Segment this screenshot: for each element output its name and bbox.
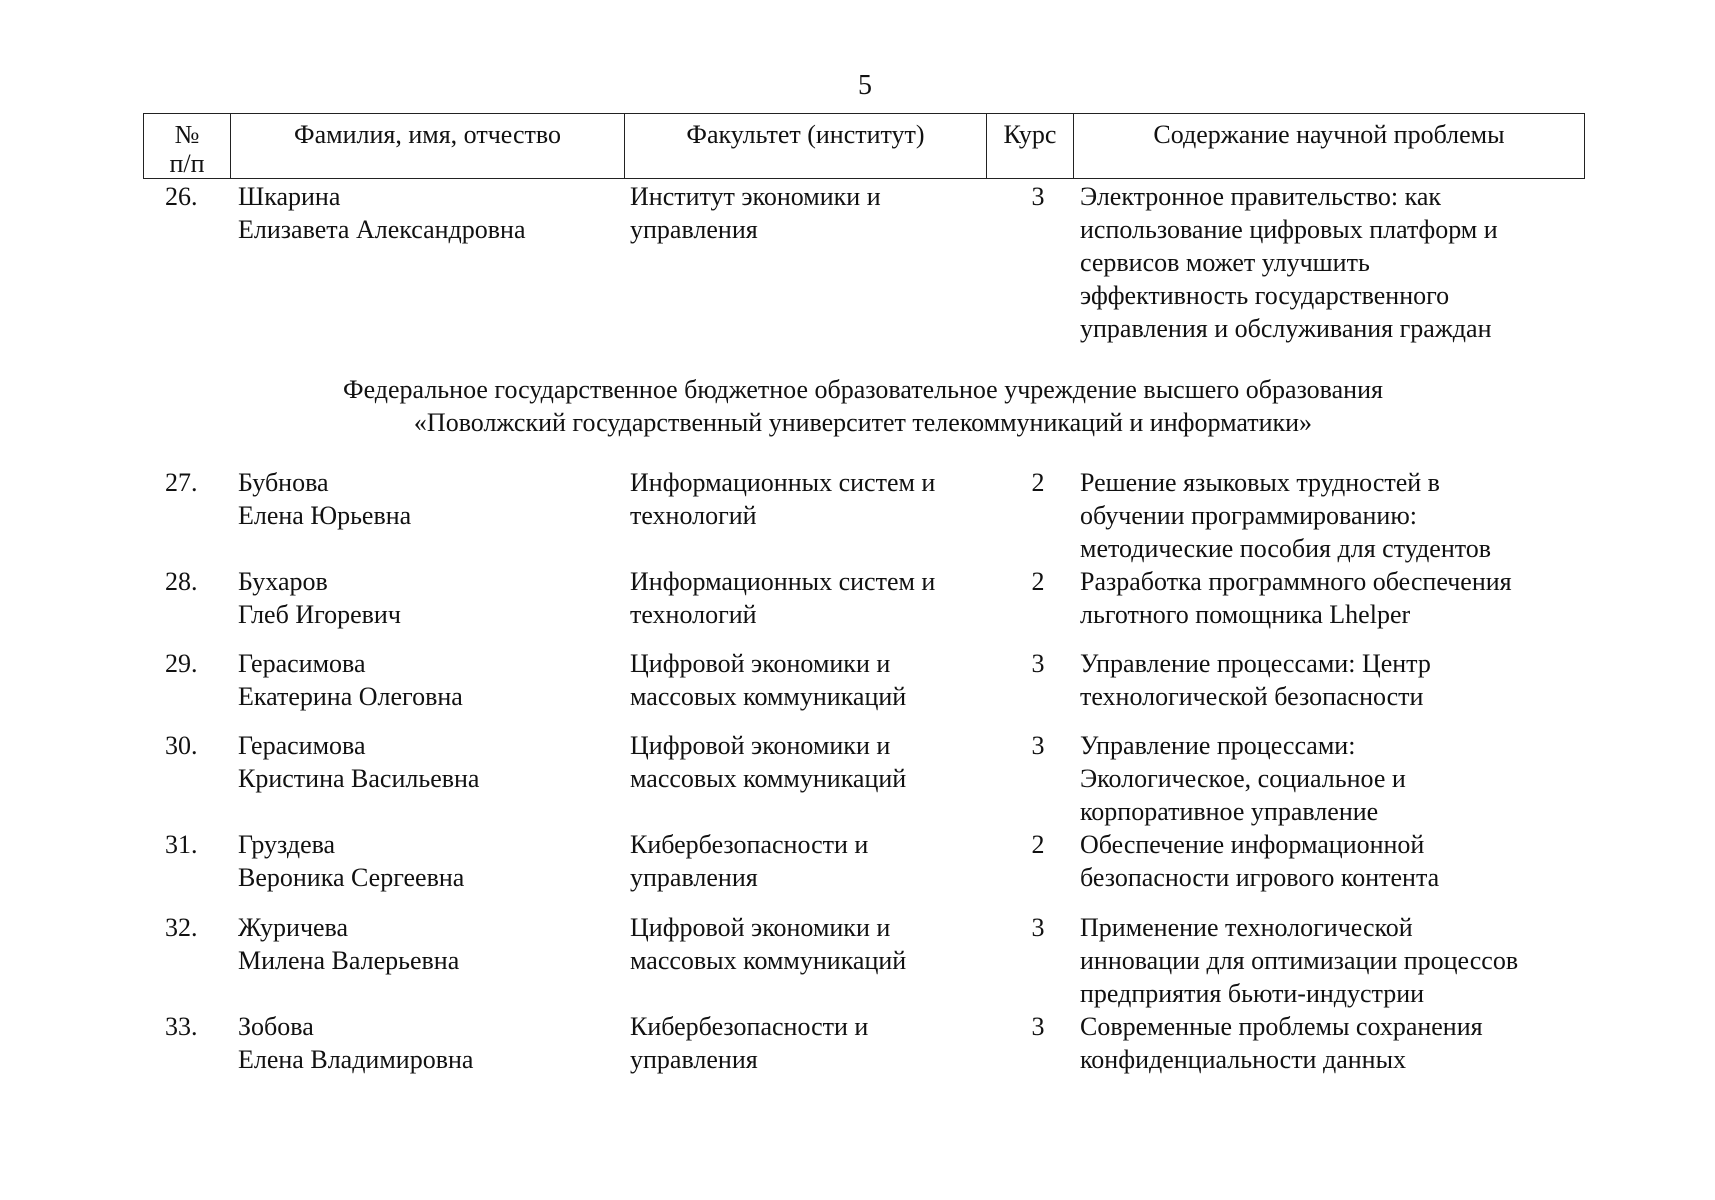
- row-surname: Герасимова: [238, 731, 366, 760]
- row-topic: [1080, 828, 1580, 894]
- row-faculty-line: управления: [630, 215, 758, 244]
- row-topic-line: Электронное правительство: как: [1080, 182, 1442, 211]
- row-topic-line: управления и обслуживания граждан: [1080, 314, 1492, 343]
- row-surname: Бухаров: [238, 567, 328, 596]
- row-number: 30.: [165, 731, 198, 760]
- row-given-names: Глеб Игоревич: [238, 600, 401, 629]
- row-topic-line: Экологическое, социальное и: [1080, 764, 1406, 793]
- row-given-names: Милена Валерьевна: [238, 946, 460, 975]
- row-faculty-line: управления: [630, 863, 758, 892]
- row-topic-line: конфиденциальности данных: [1080, 1045, 1407, 1074]
- row-topic-line: Управление процессами:: [1080, 731, 1356, 760]
- row-topic: [1080, 647, 1580, 713]
- row-number: 28.: [165, 567, 198, 596]
- organization-heading-line-1: Федеральное государственное бюджетное образовательное учреждение высшего образования: [343, 375, 1383, 404]
- row-course: 3: [1031, 1012, 1045, 1041]
- row-topic-line: инновации для оптимизации процессов: [1080, 946, 1519, 975]
- row-faculty: [630, 647, 980, 713]
- row-topic: [1080, 911, 1580, 1010]
- row-topic-line: предприятия бьюти-индустрии: [1080, 979, 1425, 1008]
- row-faculty-line: Цифровой экономики и: [630, 649, 891, 678]
- organization-heading: [143, 373, 1583, 439]
- row-surname: Зобова: [238, 1012, 314, 1041]
- row-faculty-line: Кибербезопасности и: [630, 830, 869, 859]
- row-name: [238, 466, 618, 532]
- header-num-line-1: №: [174, 120, 200, 149]
- row-topic: [1080, 729, 1580, 828]
- row-surname: Герасимова: [238, 649, 366, 678]
- header-faculty: Факультет (институт): [625, 114, 987, 179]
- row-topic-line: технологической безопасности: [1080, 682, 1424, 711]
- row-faculty: [630, 180, 980, 246]
- header-num-line-2: п/п: [169, 149, 205, 178]
- row-faculty: [630, 911, 980, 977]
- row-given-names: Елена Юрьевна: [238, 501, 412, 530]
- row-course: 2: [1031, 830, 1045, 859]
- row-surname: Шкарина: [238, 182, 341, 211]
- row-topic-line: использование цифровых платформ и: [1080, 215, 1498, 244]
- row-surname: Груздева: [238, 830, 336, 859]
- row-faculty: [630, 1010, 980, 1076]
- row-name: [238, 1010, 618, 1076]
- row-faculty-line: Информационных систем и: [630, 567, 936, 596]
- row-faculty-line: массовых коммуникаций: [630, 946, 907, 975]
- row-faculty-line: технологий: [630, 600, 757, 629]
- table-header: [143, 113, 1585, 179]
- row-surname: Журичева: [238, 913, 349, 942]
- row-topic: [1080, 1010, 1580, 1076]
- row-faculty: [630, 828, 980, 894]
- row-faculty-line: Цифровой экономики и: [630, 913, 891, 942]
- row-number: 29.: [165, 649, 198, 678]
- row-faculty: [630, 565, 980, 631]
- row-number: 27.: [165, 468, 198, 497]
- row-topic-line: эффективность государственного: [1080, 281, 1450, 310]
- row-topic-line: Управление процессами: Центр: [1080, 649, 1431, 678]
- row-name: [238, 565, 618, 631]
- row-given-names: Екатерина Олеговна: [238, 682, 463, 711]
- header-num: [144, 114, 231, 179]
- row-faculty-line: Цифровой экономики и: [630, 731, 891, 760]
- header-topic: Содержание научной проблемы: [1074, 114, 1585, 179]
- row-course: 3: [1031, 182, 1045, 211]
- header-name: Фамилия, имя, отчество: [231, 114, 625, 179]
- row-faculty-line: технологий: [630, 501, 757, 530]
- row-name: [238, 828, 618, 894]
- row-topic-line: корпоративное управление: [1080, 797, 1379, 826]
- row-course: 2: [1031, 567, 1045, 596]
- row-faculty: [630, 466, 980, 532]
- page-number: 5: [858, 70, 872, 101]
- row-faculty: [630, 729, 980, 795]
- row-topic-line: Обеспечение информационной: [1080, 830, 1425, 859]
- row-course: 3: [1031, 913, 1045, 942]
- row-name: [238, 647, 618, 713]
- row-faculty-line: Кибербезопасности и: [630, 1012, 869, 1041]
- row-topic-line: безопасности игрового контента: [1080, 863, 1440, 892]
- row-name: [238, 180, 618, 246]
- row-faculty-line: массовых коммуникаций: [630, 682, 907, 711]
- row-given-names: Елизавета Александровна: [238, 215, 526, 244]
- row-name: [238, 729, 618, 795]
- row-number: 33.: [165, 1012, 198, 1041]
- row-topic-line: Решение языковых трудностей в: [1080, 468, 1440, 497]
- row-topic: [1080, 180, 1580, 345]
- row-course: 2: [1031, 468, 1045, 497]
- row-number: 26.: [165, 182, 198, 211]
- row-name: [238, 911, 618, 977]
- row-topic-line: Применение технологической: [1080, 913, 1413, 942]
- row-topic-line: методические пособия для студентов: [1080, 534, 1492, 563]
- row-faculty-line: Институт экономики и: [630, 182, 881, 211]
- row-topic-line: обучении программированию:: [1080, 501, 1417, 530]
- row-given-names: Вероника Сергеевна: [238, 863, 465, 892]
- row-number: 32.: [165, 913, 198, 942]
- row-faculty-line: управления: [630, 1045, 758, 1074]
- row-topic: [1080, 565, 1580, 631]
- row-course: 3: [1031, 731, 1045, 760]
- row-topic-line: Разработка программного обеспечения: [1080, 567, 1512, 596]
- row-surname: Бубнова: [238, 468, 329, 497]
- row-course: 3: [1031, 649, 1045, 678]
- row-faculty-line: массовых коммуникаций: [630, 764, 907, 793]
- row-topic: [1080, 466, 1580, 565]
- row-topic-line: льготного помощника Lhelper: [1080, 600, 1411, 629]
- row-topic-line: Современные проблемы сохранения: [1080, 1012, 1483, 1041]
- header-course: Курс: [987, 114, 1074, 179]
- row-number: 31.: [165, 830, 198, 859]
- row-topic-line: сервисов может улучшить: [1080, 248, 1370, 277]
- organization-heading-line-2: «Поволжский государственный университет телекоммуникаций и информатики»: [413, 408, 1313, 437]
- row-faculty-line: Информационных систем и: [630, 468, 936, 497]
- row-given-names: Елена Владимировна: [238, 1045, 474, 1074]
- row-given-names: Кристина Васильевна: [238, 764, 480, 793]
